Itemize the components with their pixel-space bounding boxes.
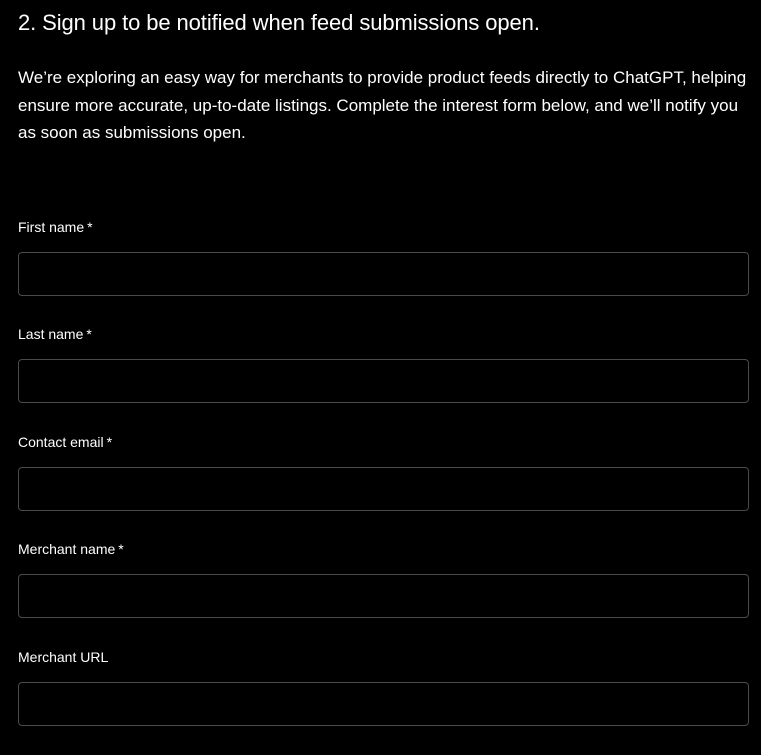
required-asterisk: * xyxy=(86,326,91,342)
interest-form xyxy=(18,218,749,755)
signup-section xyxy=(18,0,749,755)
required-asterisk: * xyxy=(118,541,123,557)
merchant-url-label: Merchant URL xyxy=(18,648,749,666)
merchant-url-input[interactable] xyxy=(18,682,749,726)
merchant-name-label: Merchant name * xyxy=(18,540,749,558)
required-asterisk: * xyxy=(107,434,112,450)
last-name-input[interactable] xyxy=(18,359,749,403)
first-name-input[interactable] xyxy=(18,252,749,296)
field-contact-email xyxy=(18,433,749,541)
contact-email-label: Contact email * xyxy=(18,433,749,451)
last-name-label: Last name * xyxy=(18,325,749,343)
contact-email-input[interactable] xyxy=(18,467,749,511)
first-name-label: First name * xyxy=(18,218,749,236)
merchant-name-input[interactable] xyxy=(18,574,749,618)
field-last-name xyxy=(18,325,749,433)
required-asterisk: * xyxy=(87,219,92,235)
field-merchant-url xyxy=(18,648,749,755)
field-merchant-name xyxy=(18,540,749,648)
section-intro: We’re exploring an easy way for merchants to provide product feeds directly to ChatGPT, helping ensure more accurate, up-to-date listings. Complete the interest form below, and we’ll notify you as soon as submissions open. xyxy=(18,64,749,147)
section-heading: 2. Sign up to be notified when feed submissions open. xyxy=(18,0,749,38)
field-first-name xyxy=(18,218,749,326)
